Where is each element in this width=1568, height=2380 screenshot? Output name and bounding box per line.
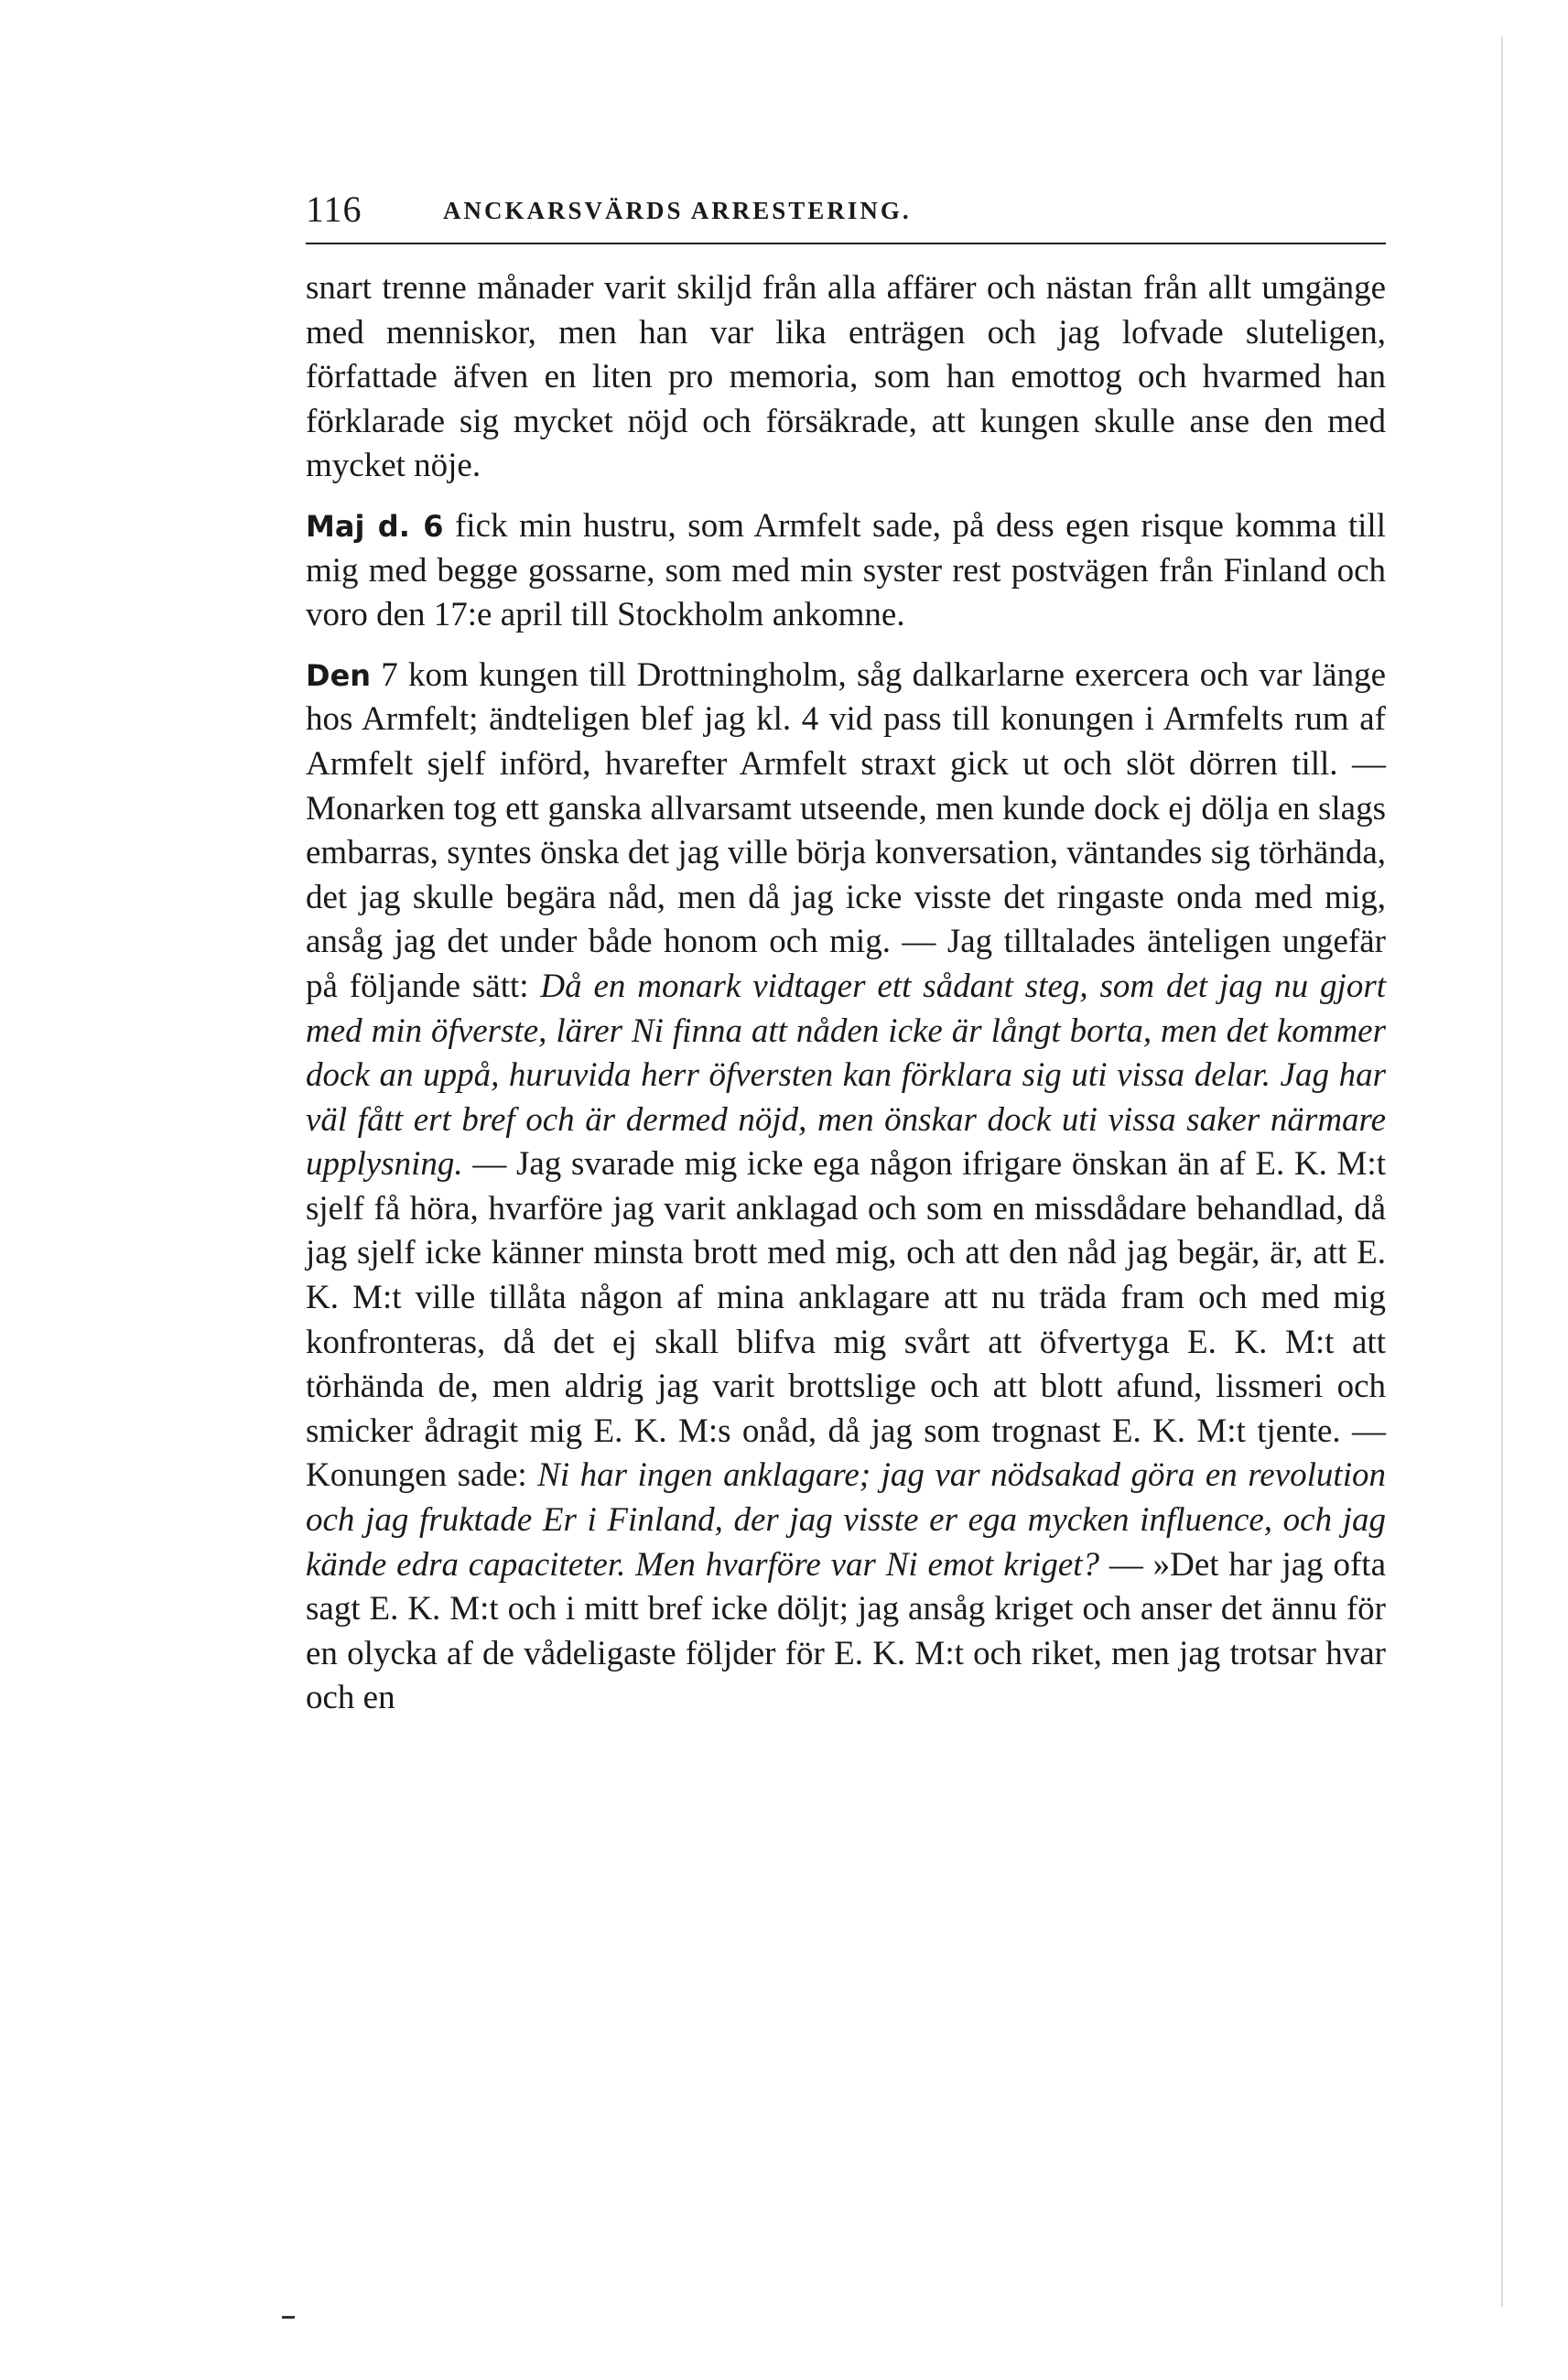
bottom-mark — [282, 2316, 295, 2319]
paragraph-continuation — [306, 266, 1386, 489]
book-page — [306, 188, 1386, 1721]
page-number: 116 — [306, 189, 362, 230]
body-text — [306, 266, 1386, 1721]
date-lead: Den — [306, 657, 372, 693]
paragraph-text: 7 kom kungen till Drottningholm, såg dalkarlarne exercera och var länge hos Armfelt; ändteligen blef jag kl. 4 vid pass till konungen i Armfelts rum af Armfelt sjelf införd, hvarefter Armfelt straxt gick ut och slöt dörren till. — Monarken tog ett ganska allvarsamt utseende, men kunde dock ej dölja en slags embarras, syntes önska det jag ville börja konversation, väntandes sig törhända, det jag skulle begära nåd, men då jag icke visste det ringaste onda med mig, ansåg jag det under både honom och mig. — Jag tilltalades änteligen ungefär på följande sätt: — [306, 655, 1386, 1005]
king-speech-italic: Då en monark vidtager ett sådant steg, som det jag nu gjort med min öfverste, lärer Ni finna att nåden icke är långt borta, men det kommer dock an uppå, huruvida herr öfversten kan förklara sig uti vissa delar. Jag har väl fått ert bref och är dermed nöjd, men önskar dock uti vissa saker närmare upplysning. — [306, 967, 1387, 1184]
paragraph-text: snart trenne månader varit skiljd från alla affärer och nästan från allt umgänge med menniskor, men han var lika enträgen och jag lofvade sluteligen, författade äfven en liten pro memoria, som han emottog och hvarmed han förklarade sig mycket nöjd och försäkrade, att kungen skulle anse den med mycket nöje. — [306, 269, 1386, 485]
running-head: ANCKARSVÄRDS ARRESTERING. — [443, 197, 912, 224]
paragraph-may-7 — [306, 654, 1386, 1721]
page-edge-line — [1501, 37, 1503, 2307]
date-lead: Maj d. 6 — [306, 508, 444, 544]
paragraph-text: — Jag svarade mig icke ega någon ifrigare önskan än af E. K. M:t sjelf få höra, hvarföre jag varit anklagad och som en missdådare behandlad, då jag sjelf icke känner minsta brott med mig, och att den nåd jag begär, är, att E. K. M:t ville tillåta någon af mina anklagare att nu träda fram och med mig konfronteras, då det ej skall blifva mig svårt att öfvertyga E. K. M:t att törhända de, men aldrig jag varit brottslige och att blott afund, lissmeri och smicker ådragit mig E. K. M:s onåd, då jag som trognast E. K. M:t tjente. — Konungen sade: — [306, 1145, 1386, 1495]
paragraph-text: — »Det har jag ofta sagt E. K. M:t och i mitt bref icke döljt; jag ansåg kriget och anser det ännu för en olycka af de vådeligaste följder för E. K. M:t och riket, men jag trotsar hvar och en — [306, 1545, 1386, 1717]
paragraph-may-6 — [306, 504, 1386, 638]
king-reply-italic: Ni har ingen anklagare; jag var nödsakad göra en revolution och jag fruktade Er i Finland, der jag visste er ega mycken influence, och jag kände edra capaciteter. Men hvarföre var Ni emot kriget? — [306, 1456, 1386, 1584]
paragraph-text: fick min hustru, som Armfelt sade, på dess egen risque komma till mig med begge gossarne, som med min syster rest postvägen från Finland och voro den 17:e april till Stockholm ankomne. — [306, 506, 1386, 634]
page-header — [306, 188, 1386, 244]
